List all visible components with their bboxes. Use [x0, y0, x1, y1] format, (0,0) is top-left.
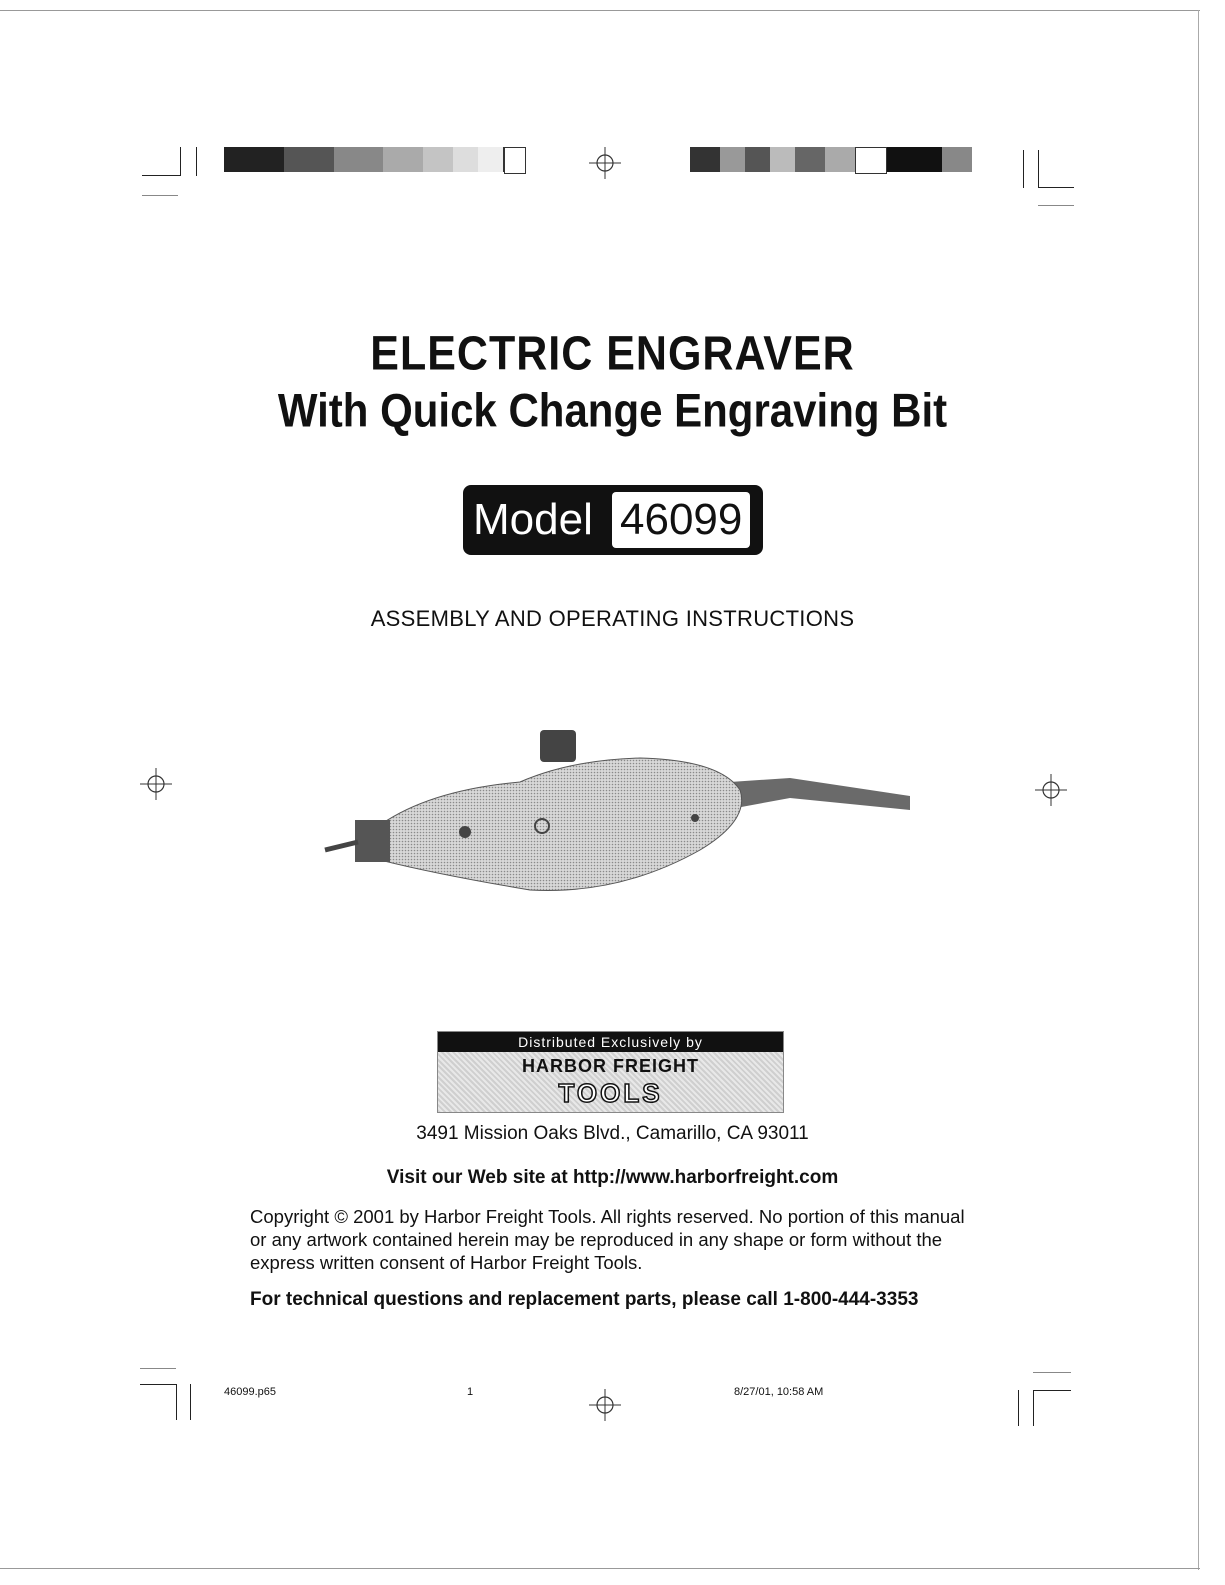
registration-target-icon [587, 1387, 623, 1423]
logo-tagline: Distributed Exclusively by [438, 1032, 783, 1052]
page-edge [1198, 10, 1199, 1570]
logo-brand-line1: HARBOR FREIGHT [522, 1056, 699, 1076]
document-title: ELECTRIC ENGRAVER [370, 327, 855, 381]
crop-mark [142, 195, 178, 196]
crop-mark [190, 1384, 191, 1420]
crop-mark [1033, 1390, 1071, 1391]
registration-bar-left [224, 147, 526, 172]
page-edge [0, 10, 1200, 11]
model-label: Model [473, 495, 593, 544]
registration-target-icon [1033, 772, 1069, 808]
registration-target-icon [587, 145, 623, 181]
crop-mark [196, 147, 197, 176]
page-edge [0, 1568, 1200, 1569]
crop-mark [140, 1384, 176, 1385]
registration-bar-right [690, 147, 992, 172]
crop-mark [180, 147, 181, 176]
model-number: 46099 [612, 492, 750, 548]
footer-filename: 46099.p65 [224, 1386, 276, 1398]
copyright-notice: Copyright © 2001 by Harbor Freight Tools. All rights reserved. No portion of this manual or any artwork contained herein may be reproduced in any shape or form without the express written consent of Harbor Freight Tools. [250, 1206, 965, 1273]
crop-mark [176, 1384, 177, 1420]
crop-mark [1033, 1390, 1034, 1426]
footer-datetime: 8/27/01, 10:58 AM [734, 1386, 824, 1398]
crop-mark [140, 1368, 176, 1369]
crop-mark [1018, 1390, 1019, 1426]
registration-target-icon [138, 766, 174, 802]
technical-support-line: For technical questions and replacement parts, please call 1-800-444-3353 [250, 1289, 919, 1310]
harbor-freight-logo [437, 1031, 784, 1113]
document-subtitle: With Quick Change Engraving Bit [277, 384, 948, 437]
engraver-illustration [320, 720, 920, 900]
crop-mark [142, 175, 180, 176]
model-badge [463, 485, 763, 555]
crop-mark [1038, 150, 1039, 188]
website-line: Visit our Web site at http://www.harborfreight.com [386, 1167, 839, 1188]
footer-page-number: 1 [467, 1386, 474, 1398]
company-address: 3491 Mission Oaks Blvd., Camarillo, CA 93011 [416, 1123, 809, 1144]
crop-mark [1038, 205, 1074, 206]
crop-mark [1023, 150, 1024, 188]
crop-mark [1033, 1372, 1071, 1373]
instructions-heading: ASSEMBLY AND OPERATING INSTRUCTIONS [370, 606, 855, 631]
logo-brand-line2: TOOLS [558, 1078, 663, 1108]
crop-mark [1038, 187, 1074, 188]
